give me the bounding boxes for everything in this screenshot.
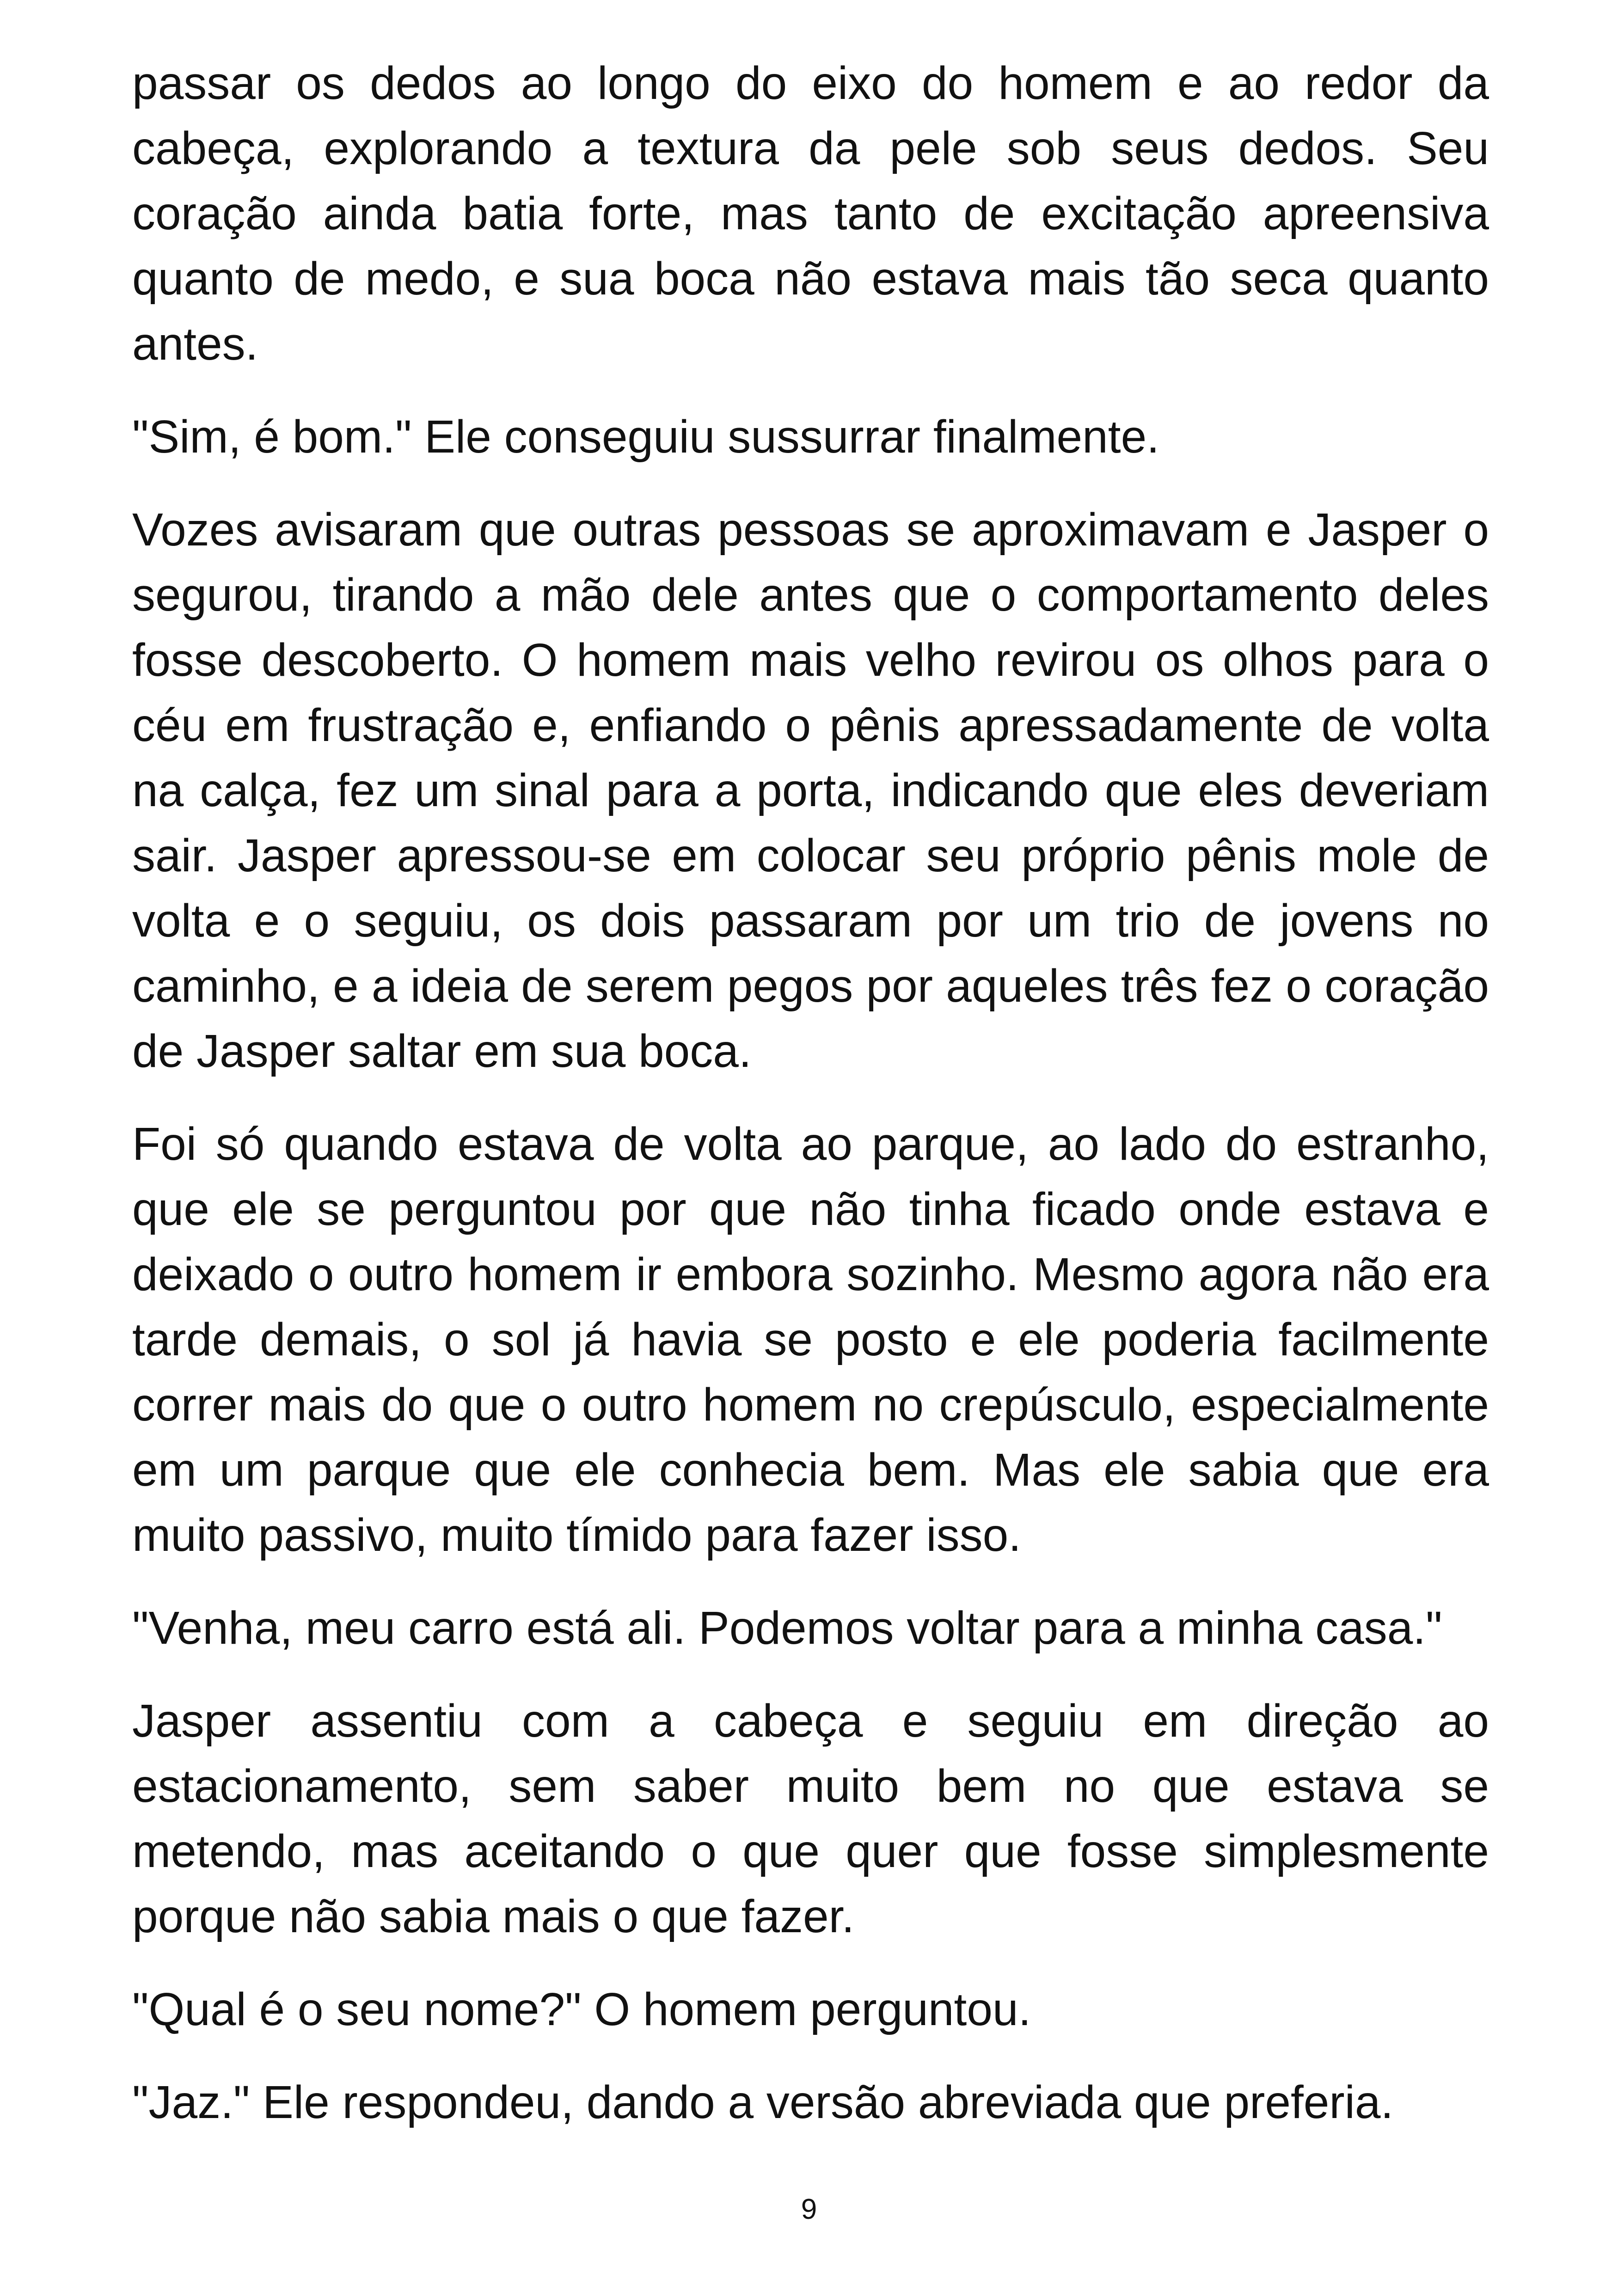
paragraph: Foi só quando estava de volta ao parque, ao lado do estranho, que ele se perguntou por que não tinha ficado onde estava e deixado o outro homem ir embora sozinho. Mesmo agora não era tarde demais, o sol já havia se posto e ele poderia facilmente correr mais do que o outro homem no crepúsculo, especialmente em um parque que ele conhecia bem. Mas ele sabia que era muito passivo, muito tímido para fazer isso. bbox=[132, 1118, 1489, 1561]
paragraph: "Qual é o seu nome?" O homem perguntou. bbox=[132, 1984, 1031, 2035]
page-number: 9 bbox=[801, 2193, 817, 2225]
paragraph: Vozes avisaram que outras pessoas se aproximavam e Jasper o segurou, tirando a mão dele antes que o comportamento deles fosse descoberto. O homem mais velho revirou os olhos para o céu em frustração e, enfiando o pênis apressadamente de volta na calça, fez um sinal para a porta, indicando que eles deveriam sair. Jasper apressou-se em colocar seu próprio pênis mole de volta e o seguiu, os dois passaram por um trio de jovens no caminho, e a ideia de serem pegos por aqueles três fez o coração de Jasper saltar em sua boca. bbox=[132, 504, 1489, 1077]
paragraph: "Jaz." Ele respondeu, dando a versão abreviada que preferia. bbox=[132, 2076, 1394, 2128]
paragraph: Jasper assentiu com a cabeça e seguiu em direção ao estacionamento, sem saber muito bem no que estava se metendo, mas aceitando o que quer que fosse simplesmente porque não sabia mais o que fazer. bbox=[132, 1695, 1489, 1942]
paragraph: "Venha, meu carro está ali. Podemos voltar para a minha casa." bbox=[132, 1602, 1442, 1654]
paragraph: "Sim, é bom." Ele conseguiu sussurrar finalmente. bbox=[132, 411, 1159, 463]
page-body-text bbox=[132, 51, 1489, 2163]
paragraph: passar os dedos ao longo do eixo do homem e ao redor da cabeça, explorando a textura da pele sob seus dedos. Seu coração ainda batia forte, mas tanto de excitação apreensiva quanto de medo, e sua boca não estava mais tão seca quanto antes. bbox=[132, 57, 1489, 370]
